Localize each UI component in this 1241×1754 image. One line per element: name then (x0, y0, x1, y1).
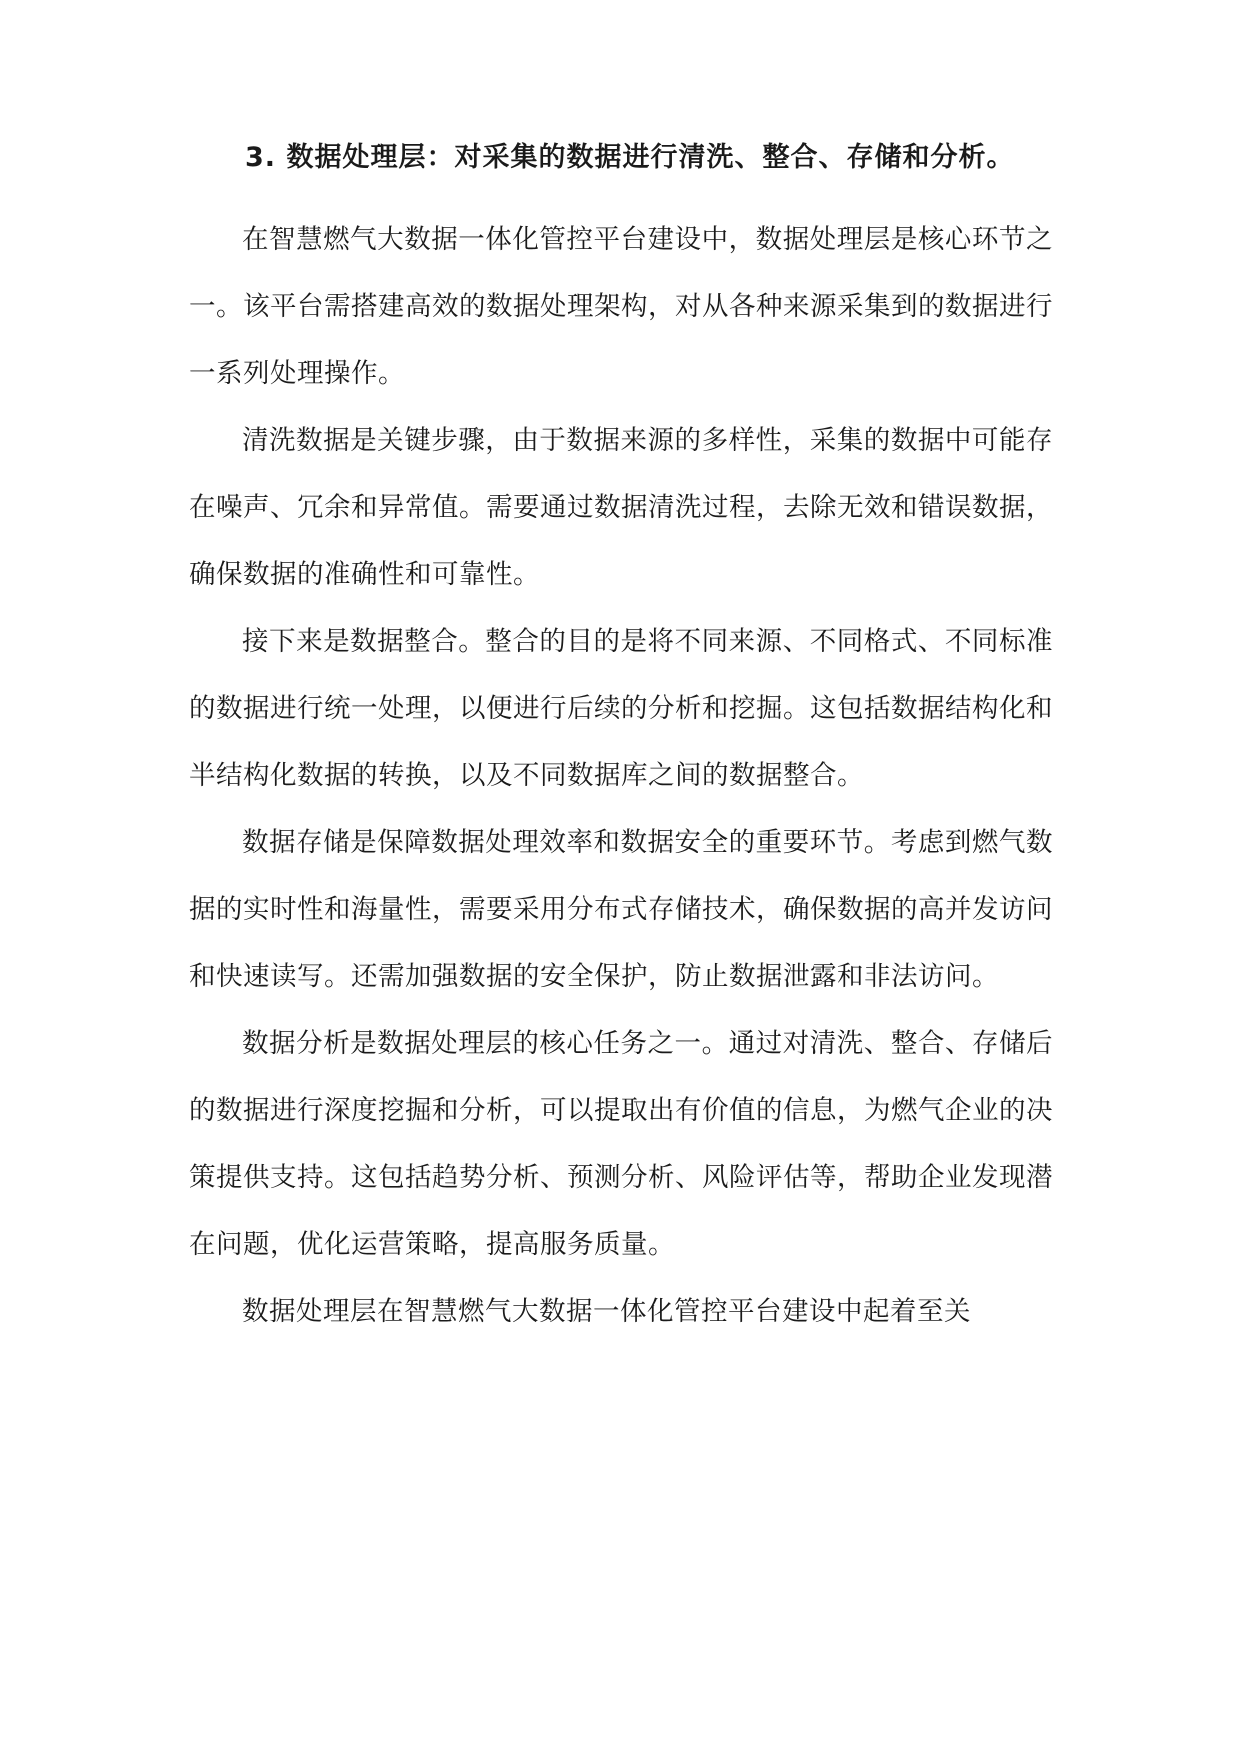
paragraph-conclusion: 数据处理层在智慧燃气大数据一体化管控平台建设中起着至关 (242, 1296, 971, 1327)
paragraph-cleaning: 清洗数据是关键步骤，由于数据来源的多样性，采集的数据中可能存在噪声、冗余和异常值。需要通过数据清洗过程，去除无效和错误数据，确保数据的准确性和可靠性。 (189, 425, 1053, 590)
document-page (189, 140, 1053, 1345)
section-heading: 3. 数据处理层：对采集的数据进行清洗、整合、存储和分析。 (245, 142, 1015, 173)
paragraph-storage: 数据存储是保障数据处理效率和数据安全的重要环节。考虑到燃气数据的实时性和海量性，需要采用分布式存储技术，确保数据的高并发访问和快速读写。还需加强数据的安全保护，防止数据泄露和非法访问。 (189, 827, 1053, 992)
paragraph-integration: 接下来是数据整合。整合的目的是将不同来源、不同格式、不同标准的数据进行统一处理，以便进行后续的分析和挖掘。这包括数据结构化和半结构化数据的转换，以及不同数据库之间的数据整合。 (189, 626, 1053, 791)
paragraph-analysis: 数据分析是数据处理层的核心任务之一。通过对清洗、整合、存储后的数据进行深度挖掘和分析，可以提取出有价值的信息，为燃气企业的决策提供支持。这包括趋势分析、预测分析、风险评估等，帮助企业发现潜在问题，优化运营策略，提高服务质量。 (189, 1028, 1053, 1260)
paragraph-intro: 在智慧燃气大数据一体化管控平台建设中，数据处理层是核心环节之一。该平台需搭建高效的数据处理架构，对从各种来源采集到的数据进行一系列处理操作。 (189, 224, 1053, 389)
